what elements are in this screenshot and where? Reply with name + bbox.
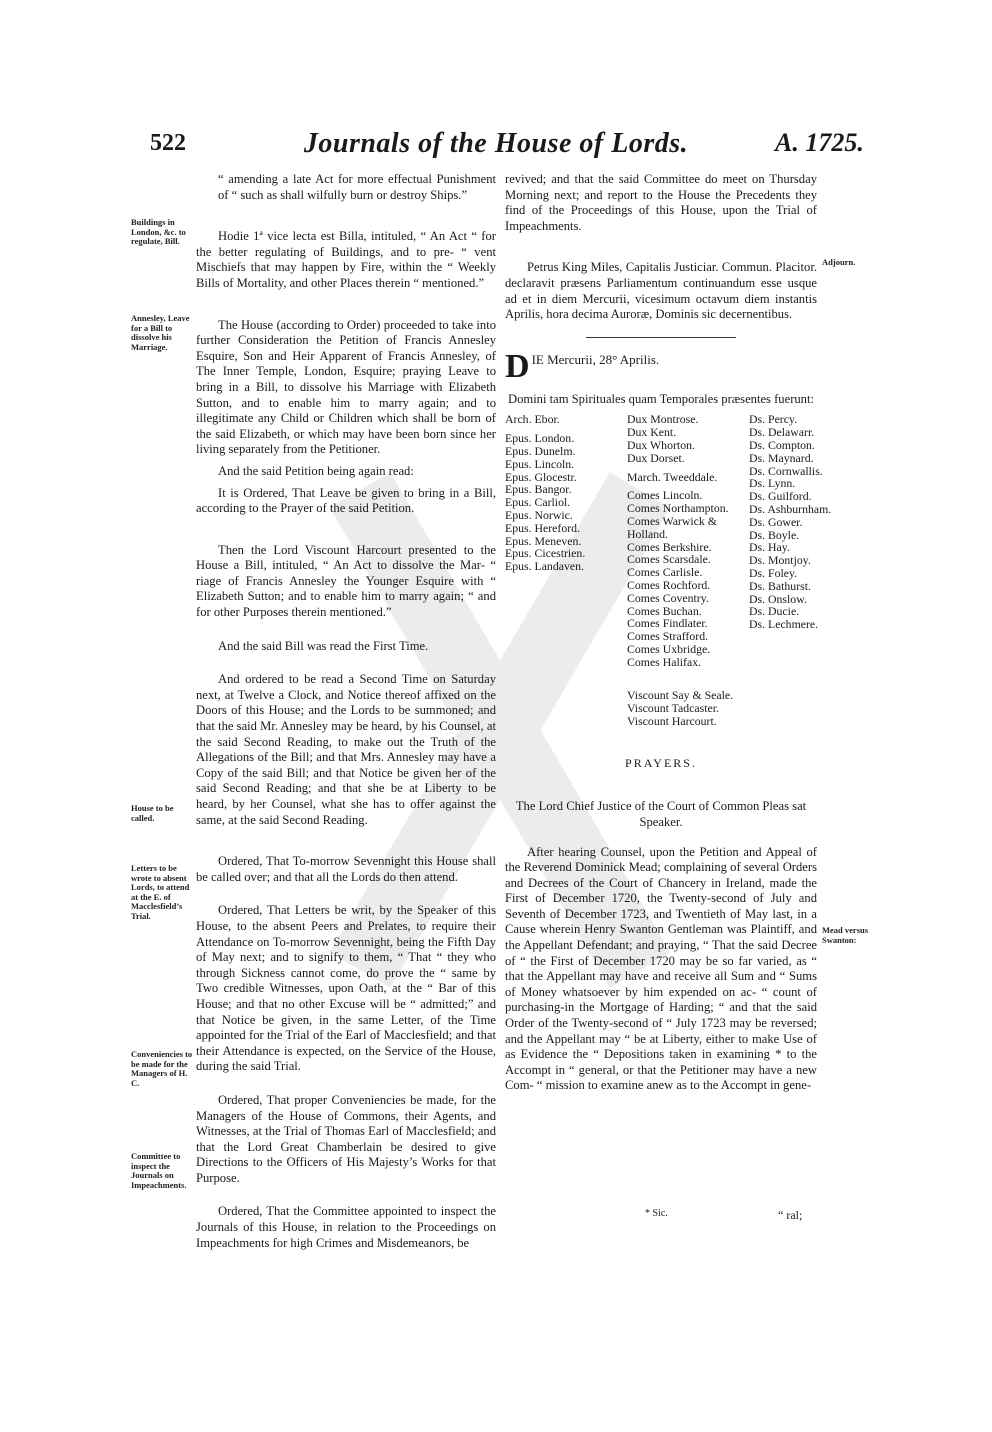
list-item: Epus. Meneven. <box>505 533 582 548</box>
list-item: Epus. Norwic. <box>505 507 573 522</box>
prayers-heading: PRAYERS. <box>625 755 697 770</box>
section-rule <box>586 337 736 338</box>
list-item: Epus. Glocestr. <box>505 469 577 484</box>
list-item: Epus. Bangor. <box>505 482 572 497</box>
list-item: Comes Lincoln. <box>627 488 703 503</box>
list-item: Viscount Say & Seale. <box>627 688 734 703</box>
date-text: IE Mercurii, 28° Aprilis. <box>531 351 660 367</box>
list-item: March. Tweeddale. <box>627 469 718 484</box>
right-column <box>505 172 832 1100</box>
list-item: Comes Warwick & <box>627 513 717 528</box>
list-item: Ds. Guilford. <box>749 489 812 504</box>
list-item: Comes Berkshire. <box>627 539 712 554</box>
list-item: Dux Dorset. <box>627 450 685 465</box>
adjournment-paragraph: Petrus King Miles, Capitalis Justiciar. Commun. Placitor. declaravit præsens Parliamentum continuandum esse usque ad et in diem Mercurii, vicesimum octavum diem instantis Aprilis, hora decima Auroræ, Dominis sic decernentibus. <box>505 260 817 322</box>
paragraph: revived; and that the said Committee do meet on Thursday Morning next; and report to the House the Precedents they find of the Proceedings of this House, upon the Trial of Impeachments. <box>505 172 817 233</box>
list-item: Comes Strafford. <box>627 629 709 644</box>
list-item: Comes Scarsdale. <box>627 552 711 567</box>
margin-note-annesley: Annesley, Leave for a Bill to dissolve his Marriage. <box>131 313 190 352</box>
paragraph: After hearing Counsel, upon the Petition and Appeal of the Reverend Dominick Mead; complaining of several Orders and Decrees of the Court of Chancery in Ireland, made the First of December 1720, the Twenty-second of July and Seventh of December 1723, and Twentieth of May last, in a Cause wherein Henry Swanton Gentleman was Plaintiff, and the Appellant Defendant; and praying, “ That the said Decree of “ the First of December 1720 may be so far varied, as “ that the Appellant may have and receive all Sum and “ Sums of Money whatsoever by him expended on ac- “ count of purchasing-in the Mortgage of Harding; “ and that the said Order of the Twenty-second of “ July 1723 may be reversed; and the Appellant may “ be at Liberty, either to make Use of as Evidence the “ Depositions taken in examining * to the Accompt in “ general, or that the Petitioner may have a new Com- “ mission to examine anew as to the Accompt in gene- <box>505 844 817 1093</box>
margin-note-mead: Mead versus Swanton: <box>822 925 869 945</box>
paragraph: Then the Lord Viscount Harcourt presented to the House a Bill, intituled, “ An Act to dissolve the Mar- “ riage of Francis Annesley the Younger Esquire with “ Elizabeth Sutton; and to enable him to marry again; “ and for other Purposes therein mentioned.” <box>196 542 496 620</box>
list-item: Ds. Montjoy. <box>749 553 811 568</box>
list-item: Ds. Bathurst. <box>749 578 811 593</box>
paragraph: Hodie 1ª vice lecta est Billa, intituled, “ An Act “ for the better regulating of Buildings, and to pre- “ vent Mischiefs that may happen by Fire, within the “ Weekly Bills of Mortality, and other Places therein “ mentioned.” <box>196 229 496 290</box>
list-item: Comes Findlater. <box>627 616 708 631</box>
page-number: 522 <box>150 130 186 156</box>
paragraph: Ordered, That proper Conveniencies be made, for the Managers of the House of Commons, their Agents, and Witnesses, at the Trial of Thomas Earl of Macclesfield; and that the Lord Great Chamberlain be desired to give Directions to the Officers of His Majesty’s Works for that Purpose. <box>196 1092 496 1185</box>
list-item: Ds. Hay. <box>749 540 790 555</box>
paragraph: And the said Petition being again read: <box>218 463 414 478</box>
catchword: “ ral; <box>778 1208 803 1222</box>
paragraph: And the said Bill was read the First Time. <box>218 638 429 653</box>
list-item: Viscount Tadcaster. <box>627 701 719 716</box>
list-item: Comes Buchan. <box>627 603 702 618</box>
list-item: Epus. Landaven. <box>505 559 584 574</box>
present-heading: Domini tam Spirituales quam Temporales præsentes fuerunt: <box>508 391 814 406</box>
list-item: Ds. Delawarr. <box>749 425 815 440</box>
attendance-lists <box>505 412 832 683</box>
drop-cap: D <box>505 347 530 385</box>
list-item: Comes Carlisle. <box>627 565 703 580</box>
margin-note-adjourn: Adjourn. <box>822 257 856 267</box>
speaker-line: The Lord Chief Justice of the Court of Common Pleas sat Speaker. <box>515 799 807 829</box>
paragraph: The House (according to Order) proceeded to take into further Consideration the Petition of Francis Annesley Esquire, Son and Heir Apparent of Francis Annesley, of The Inner Temple, London, Esquire; praying Leave to bring in a Bill, to dissolve his Marriage with Elizabeth Sutton, and to enable him to marry again; and to illegitimate any Child or Children which shall be born of the said Elizabeth, or which may have been born since her living separately from the Petitioner. <box>196 317 496 457</box>
list-item: Epus. Hereford. <box>505 520 581 535</box>
list-item: Ds. Percy. <box>749 412 798 427</box>
list-item: Comes Halifax. <box>627 654 702 669</box>
list-item: Holland. <box>627 526 668 541</box>
margin-note-conveniencies: Conveniencies to be made for the Managers of H. C. <box>131 1049 193 1088</box>
list-item: Ds. Maynard. <box>749 450 814 465</box>
margin-note-committee: Committee to inspect the Journals on Impeachments. <box>131 1151 187 1190</box>
footnote-mark: * Sic. <box>645 1208 668 1219</box>
paragraph: Ordered, That the Committee appointed to inspect the Journals of this House, in relation to the Proceedings on Impeachments for high Crimes and Misdemeanors, be <box>196 1204 496 1250</box>
list-item: Ds. Ashburnham. <box>749 501 832 516</box>
paragraph: Ordered, That To-morrow Sevennight this House shall be called over; and that all the Lords do then attend. <box>196 854 496 884</box>
list-item: Ds. Foley. <box>749 565 798 580</box>
list-item: Dux Whorton. <box>627 437 695 452</box>
paragraph: It is Ordered, That Leave be given to bring in a Bill, according to the Prayer of the said Petition. <box>196 485 496 516</box>
list-item: Comes Northampton. <box>627 501 729 516</box>
list-item: Ds. Ducie. <box>749 604 800 619</box>
list-item: Ds. Gower. <box>749 514 803 529</box>
left-column <box>196 172 496 1257</box>
list-item: Ds. Boyle. <box>749 527 800 542</box>
list-item: Arch. Ebor. <box>505 412 560 427</box>
list-temporal-lords <box>627 413 747 668</box>
list-item: Ds. Onslow. <box>749 591 807 606</box>
paragraph: “ amending a late Act for more effectual Punishment of “ such as shall wilfully burn or destroy Ships.” <box>218 172 496 202</box>
list-item: Comes Uxbridge. <box>627 641 711 656</box>
journal-title: Journals of the House of Lords. <box>303 128 689 159</box>
year-heading: A. 1725. <box>775 128 864 157</box>
date-heading <box>505 347 817 385</box>
margin-note-letters: Letters to be wrote to absent Lords, to attend at the E. of Macclesfield’s Trial. <box>131 863 190 921</box>
list-viscounts <box>627 689 817 727</box>
list-barons <box>749 413 839 631</box>
list-item: Ds. Compton. <box>749 437 815 452</box>
list-item: Epus. Dunelm. <box>505 443 576 458</box>
list-item: Dux Kent. <box>627 425 677 440</box>
paragraph: Ordered, That Letters be writ, by the Speaker of this House, to the absent Peers and Prelates, to require their Attendance on To-morrow Sevennight, being the Fifth Day of May next; and to signify to them, “ That “ they who through Sickness cannot come, do prove the “ same by Two credible Witnesses, upon Oath, at the “ Bar of this House; and that no other Excuse will be “ admitted;” and that Notice be given, in the same Letter, of the Time appointed for the Trial of the Earl of Macclesfield; and that their Attendance is expected, on the Service of the House, during the said Trial. <box>196 903 496 1074</box>
list-item: Epus. London. <box>505 431 575 446</box>
list-item: Comes Coventry. <box>627 590 709 605</box>
margin-note-house-called: House to be called. <box>131 803 174 823</box>
list-item: Dux Montrose. <box>627 412 699 427</box>
list-item: Ds. Lynn. <box>749 476 796 491</box>
list-item: Epus. Carliol. <box>505 495 571 510</box>
paragraph: And ordered to be read a Second Time on Saturday next, at Twelve a Clock, and Notice thereof affixed on the Doors of this House; and the Lords to be summoned; and that the said Mr. Annesley may be heard, by his Counsel, at the said Second Reading, to make out the Truth of the Allegations of the Bill; and that Mrs. Annesley may have a Copy of the said Bill; and that Notice be given her of the said Second Reading; and that she be at Liberty to be heard, by her Counsel, what she has to offer against the same, at the said Second Reading. <box>196 672 496 827</box>
list-item: Comes Rochford. <box>627 577 711 592</box>
margin-note-buildings: Buildings in London, &c. to regulate, Bill. <box>131 217 186 247</box>
list-item: Ds. Cornwallis. <box>749 463 823 478</box>
list-item: Viscount Harcourt. <box>627 713 717 728</box>
list-item: Epus. Cicestrien. <box>505 546 586 561</box>
list-item: Epus. Lincoln. <box>505 456 575 471</box>
list-item: Ds. Lechmere. <box>749 617 819 632</box>
list-spiritual-lords <box>505 413 620 573</box>
page-header <box>0 128 992 168</box>
